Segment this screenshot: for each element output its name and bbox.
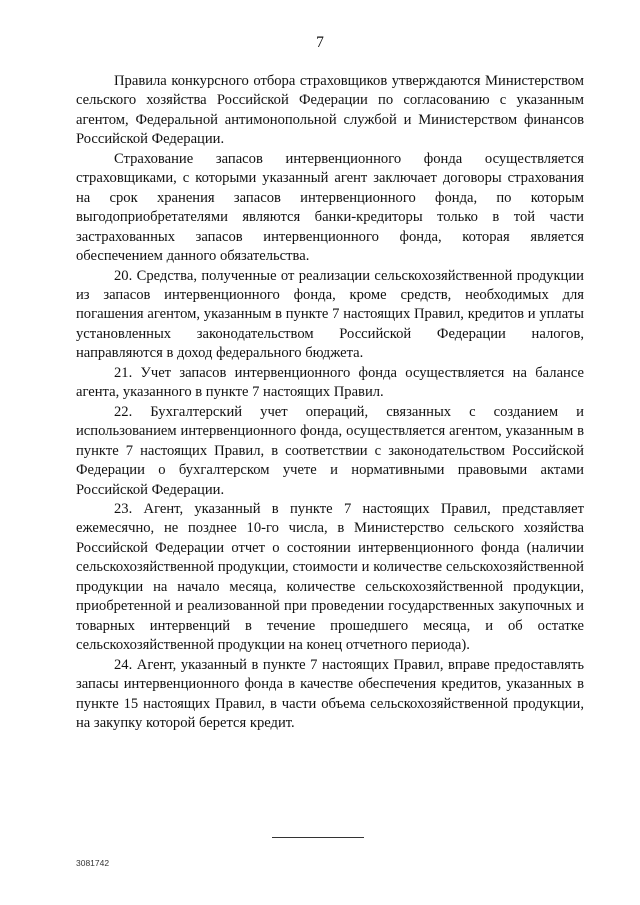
paragraph-21: 21. Учет запасов интервенционного фонда осуществляется на балансе агента, указанного в пункте 7 настоящих Правил.: [76, 364, 584, 401]
paragraph-20: 20. Средства, полученные от реализации сельскохозяйственной продукции из запасов интервенционного фонда, кроме средств, необходимых для погашения агентом, указанным в пункте 7 настоящих Правил, кредитов и уплаты установленных законодательством Российской Федерации налогов, направляются в доход федерального бюджета.: [76, 267, 584, 362]
end-divider: [272, 837, 364, 838]
paragraph-rules-approval: Правила конкурсного отбора страховщиков утверждаются Министерством сельского хозяйства Российской Федерации по согласованию с указанным агентом, Федеральной антимонопольной службой и Министерством финансов Российской Федерации.: [76, 73, 584, 148]
page-number: 7: [316, 34, 324, 51]
paragraph-23: 23. Агент, указанный в пункте 7 настоящих Правил, представляет ежемесячно, не позднее 10-го числа, в Министерство сельского хозяйства Российской Федерации отчет о состоянии интервенционного фонда (наличии сельскохозяйственной продукции, стоимости и количестве сельскохозяйственной продукции на начало месяца, количестве сельскохозяйственной продукции, приобретенной и реализованной при проведении государственных закупочных и товарных интервенций в течение прошедшего месяца, и об остатке сельскохозяйственной продукции на конец отчетного периода).: [76, 500, 584, 654]
paragraph-insurance: Страхование запасов интервенционного фонда осуществляется страховщиками, с которыми указанный агент заключает договоры страхования на срок хранения запасов интервенционного фонда, по которым выгодоприобретателями являются банки-кредиторы только в той части застрахованных запасов интервенционного фонда, которая является обеспечением данного обязательства.: [76, 150, 584, 265]
document-code: 3081742: [76, 858, 110, 868]
paragraph-22: 22. Бухгалтерский учет операций, связанных с созданием и использованием интервенционного фонда, осуществляется агентом, указанным в пункте 7 настоящих Правил, в соответствии с законодательством Российской Федерации о бухгалтерском учете и нормативными правовыми актами Российской Федерации.: [76, 403, 584, 498]
paragraph-24: 24. Агент, указанный в пункте 7 настоящих Правил, вправе предоставлять запасы интервенционного фонда в качестве обеспечения кредитов, указанных в пункте 15 настоящих Правил, в части объема сельскохозяйственной продукции, на закупку которой берется кредит.: [76, 656, 584, 731]
document-body: [76, 72, 584, 733]
